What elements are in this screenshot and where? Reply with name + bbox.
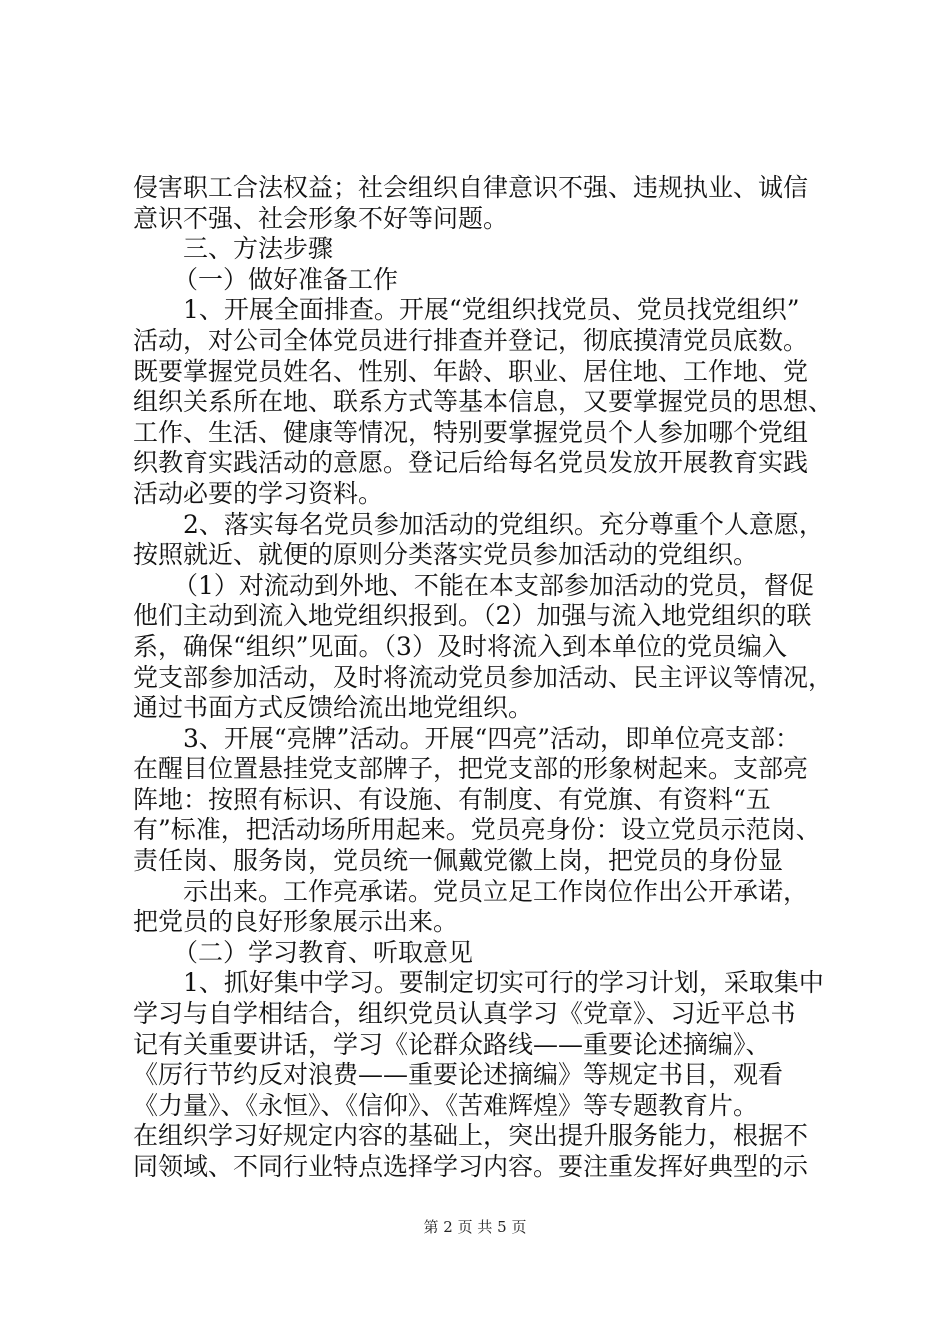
subsection-heading: （二）学习教育、听取意见 — [173, 937, 474, 967]
text-line: 党支部参加活动，及时将流动党员参加活动、民主评议等情况， — [133, 662, 834, 692]
subsection-heading: （一）做好准备工作 — [173, 264, 399, 294]
text-line: 既要掌握党员姓名、性别、年龄、职业、居住地、工作地、党 — [133, 356, 809, 386]
text-line: （1）对流动到外地、不能在本支部参加活动的党员，督促 — [173, 570, 814, 600]
text-line: 1、抓好集中学习。要制定切实可行的学习计划，采取集中 — [183, 968, 824, 998]
page-number-footer: 第 2 页 共 5 页 — [423, 1218, 527, 1236]
text-line: 《厉行节约反对浪费——重要论述摘编》等规定书目，观看 — [133, 1060, 784, 1090]
text-line: 同领域、不同行业特点选择学习内容。要注重发挥好典型的示 — [133, 1152, 809, 1181]
text-line: 织教育实践活动的意愿。登记后给每名党员发放开展教育实践 — [133, 448, 809, 478]
text-line: 示出来。工作亮承诺。党员立足工作岗位作出公开承诺， — [183, 876, 809, 906]
text-line: 学习与自学相结合，组织党员认真学习《党章》、习近平总书 — [133, 999, 796, 1029]
document-body — [133, 173, 833, 1183]
text-line: 按照就近、就便的原则分类落实党员参加活动的党组织。 — [133, 540, 759, 570]
text-line: 《力量》、《永恒》、《信仰》、《苦难辉煌》等专题教育片。 — [133, 1090, 759, 1120]
text-line: 侵害职工合法权益；社会组织自律意识不强、违规执业、诚信 — [133, 173, 809, 202]
text-line: 他们主动到流入地党组织报到。（2）加强与流入地党组织的联 — [133, 601, 812, 631]
text-line: 责任岗、服务岗，党员统一佩戴党徽上岗，把党员的身份显 — [133, 846, 784, 876]
text-line: 在组织学习好规定内容的基础上，突出提升服务能力，根据不 — [133, 1121, 809, 1151]
text-line: 工作、生活、健康等情况，特别要掌握党员个人参加哪个党组 — [133, 417, 809, 447]
text-line: 活动必要的学习资料。 — [133, 478, 384, 508]
text-line: 有”标准，把活动场所用起来。党员亮身份：设立党员示范岗、 — [133, 815, 821, 845]
text-line: 通过书面方式反馈给流出地党组织。 — [133, 693, 534, 723]
text-line: 活动，对公司全体党员进行排查并登记，彻底摸清党员底数。 — [133, 325, 809, 355]
section-heading: 三、方法步骤 — [183, 234, 334, 264]
text-line: 系，确保“组织”见面。（3）及时将流入到本单位的党员编入 — [133, 631, 787, 661]
text-line: 阵地：按照有标识、有设施、有制度、有党旗、有资料“五 — [133, 784, 771, 814]
text-line: 在醒目位置悬挂党支部牌子，把党支部的形象树起来。支部亮 — [133, 754, 809, 784]
text-line: 组织关系所在地、联系方式等基本信息，又要掌握党员的思想、 — [133, 387, 834, 417]
text-line: 2、落实每名党员参加活动的党组织。充分尊重个人意愿， — [183, 509, 824, 539]
text-line: 记有关重要讲话，学习《论群众路线——重要论述摘编》、 — [133, 1029, 771, 1059]
text-line: 把党员的良好形象展示出来。 — [133, 907, 459, 937]
text-line: 3、开展“亮牌”活动。开展“四亮”活动，即单位亮支部： — [183, 723, 801, 753]
text-line: 意识不强、社会形象不好等问题。 — [133, 203, 509, 233]
text-line: 1、开展全面排查。开展“党组织找党员、党员找党组织” — [183, 295, 800, 325]
